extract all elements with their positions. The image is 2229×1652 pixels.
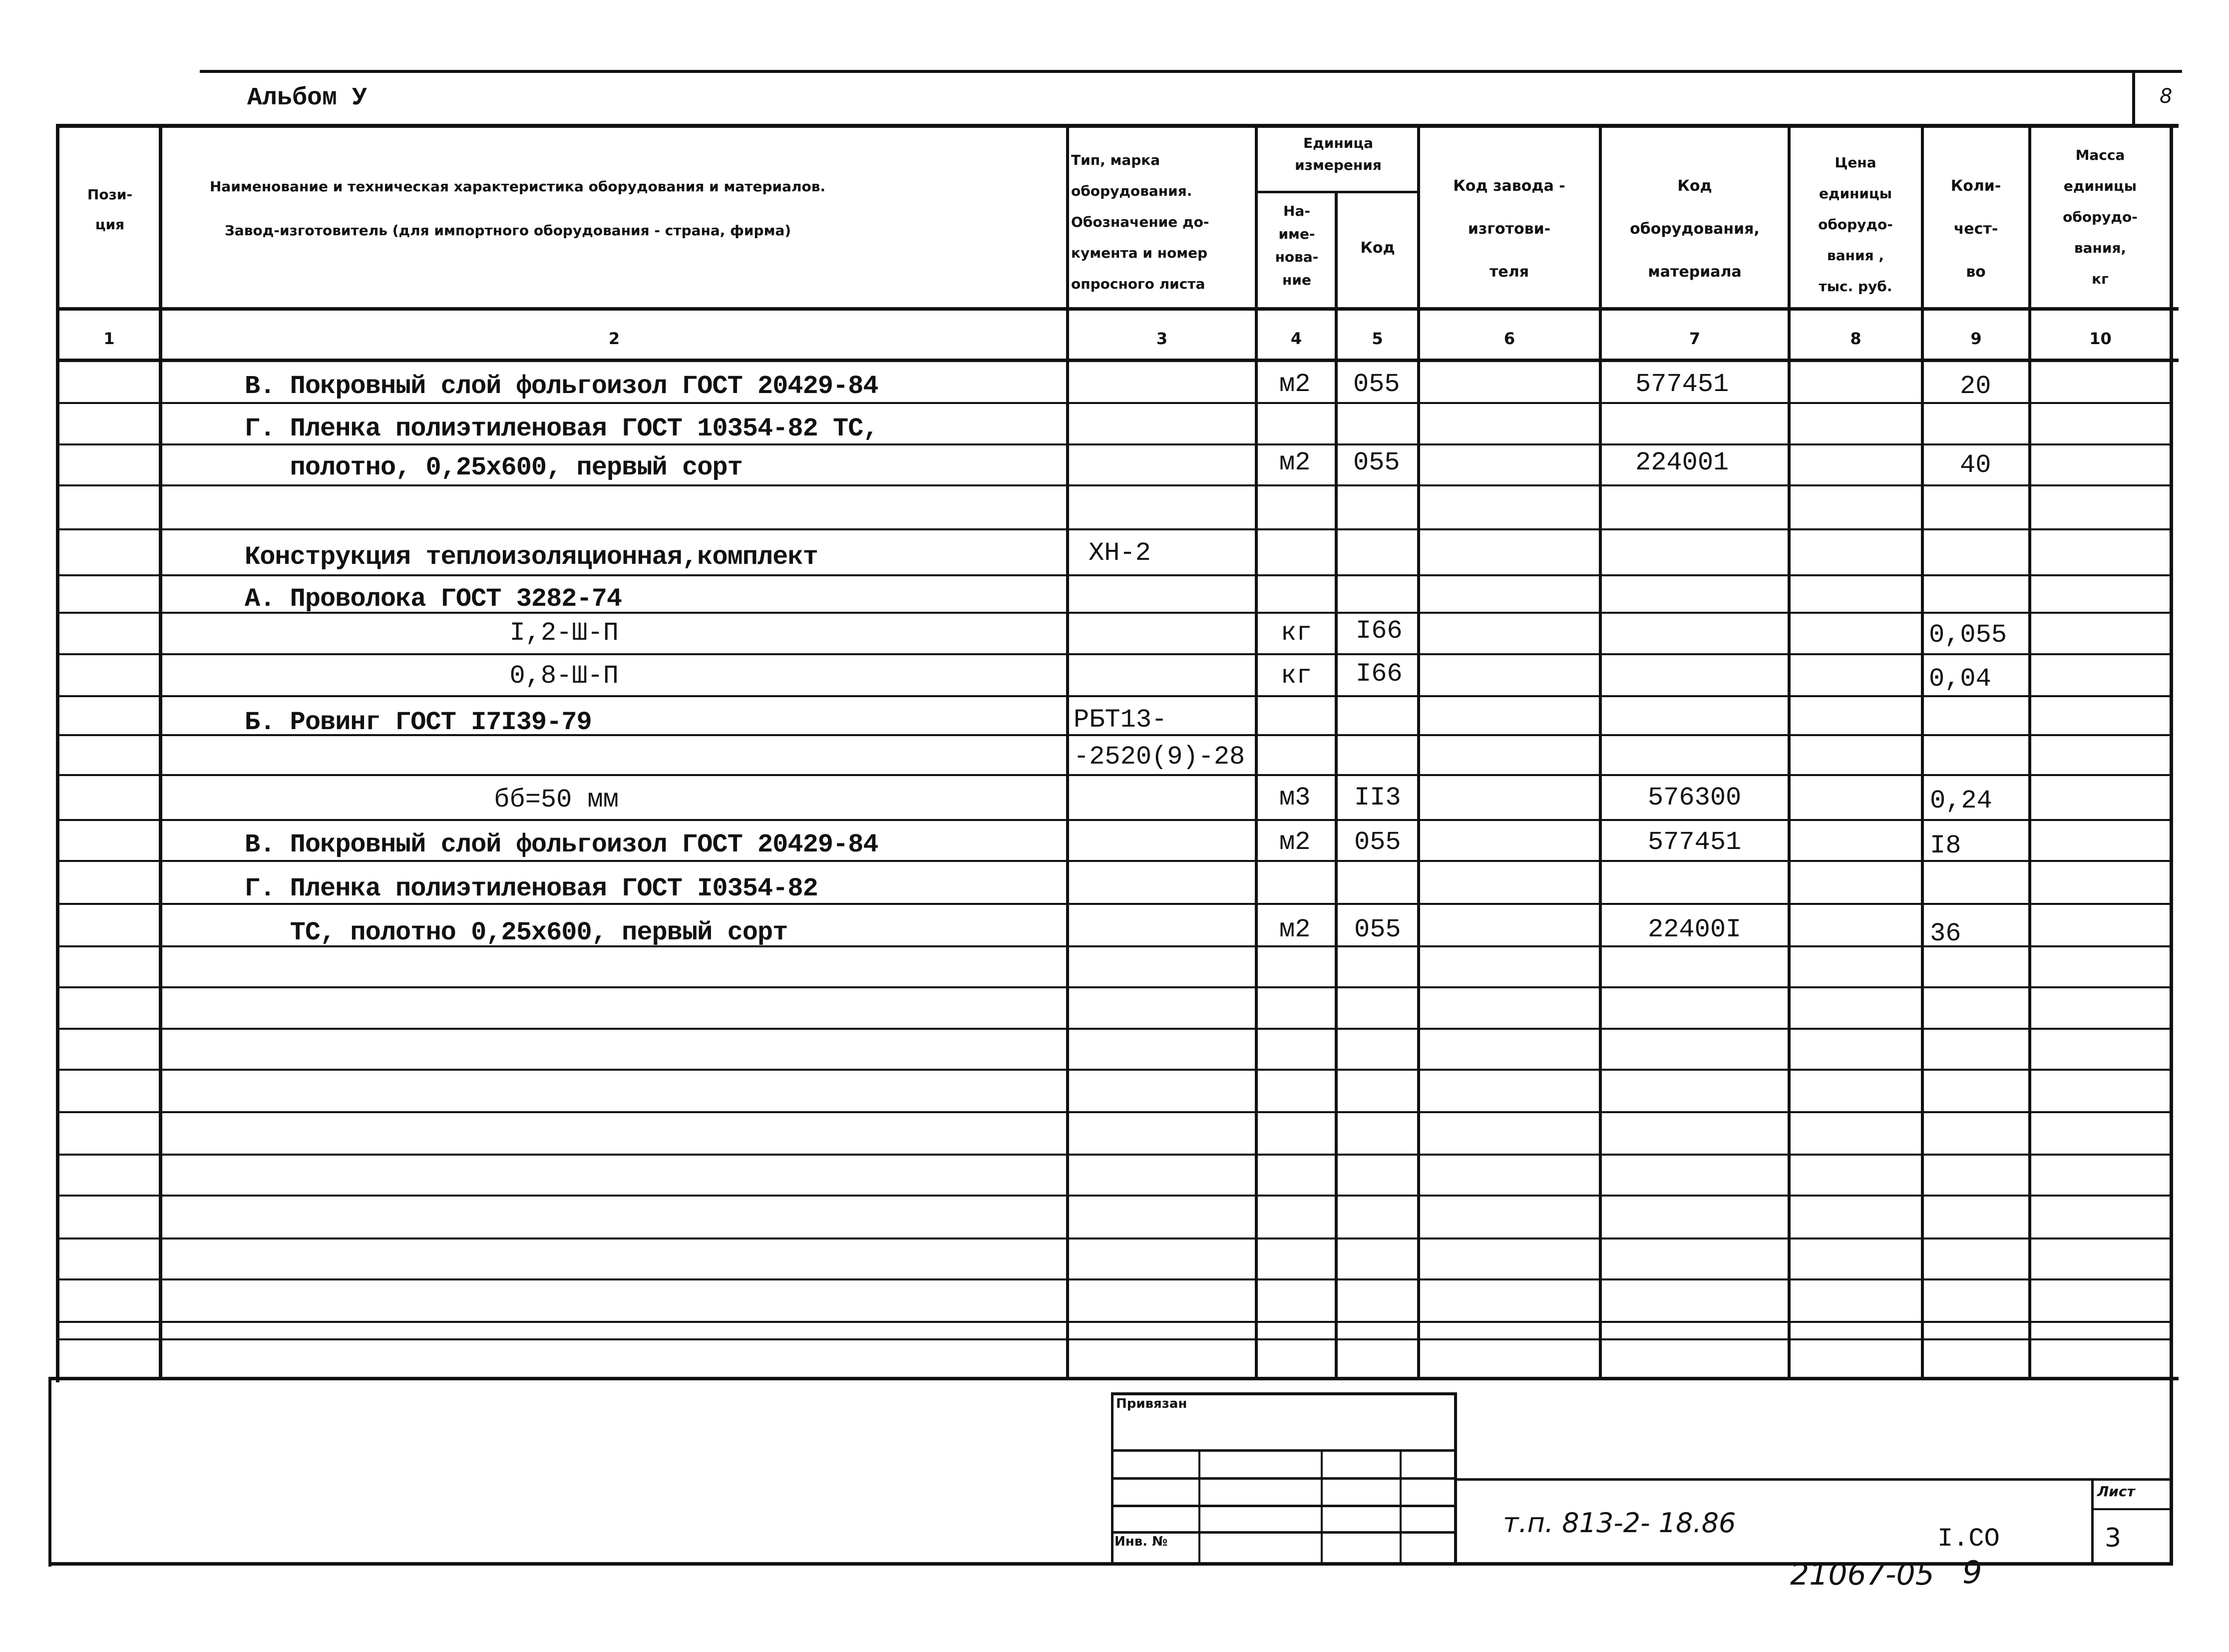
- row-rule: [57, 528, 2172, 530]
- row-12-code: 055: [1354, 827, 1401, 857]
- row-7-qty: 0,055: [1929, 620, 2007, 650]
- colnum-1: 1: [103, 329, 115, 348]
- stamp-row-2: [1111, 1477, 1457, 1480]
- top-rule: [200, 70, 2182, 73]
- row-1-qty: 20: [1960, 372, 1991, 401]
- row-1-material-code: 577451: [1635, 370, 1729, 399]
- row-3-qty: 40: [1960, 450, 1991, 480]
- sheet-box-left: [2091, 1478, 2094, 1566]
- frame-outer-left: [48, 1377, 51, 1567]
- stamp-col-3: [1400, 1450, 1402, 1564]
- colnum-bottom-border: [57, 359, 2179, 362]
- colnum-5: 5: [1372, 329, 1383, 348]
- header-price: Цена единицы оборудо- вания , тыс. руб.: [1818, 154, 1893, 295]
- row-5-type: ХН-2: [1089, 538, 1151, 568]
- stamp-box-top-h: [1111, 1392, 1457, 1395]
- header-name-line2: Завод-изготовитель (для импортного оборудования - страна, фирма): [225, 222, 791, 239]
- row-rule: [57, 986, 2172, 988]
- stamp-sheet-label: Лист: [2097, 1483, 2135, 1500]
- stamp-section: I.CO: [1937, 1524, 2000, 1554]
- archive-number: 21067-05: [1790, 1557, 1934, 1592]
- colnum-8: 8: [1850, 329, 1861, 348]
- row-2-name: Г. Пленка полиэтиленовая ГОСТ 10354-82 ТС,: [245, 414, 878, 443]
- stamp-doc-code: т.п. 813-2- 18.86: [1503, 1507, 1736, 1539]
- stamp-col-2: [1321, 1450, 1323, 1564]
- row-11-qty: 0,24: [1930, 786, 1992, 816]
- stamp-row-1: [1111, 1449, 1457, 1452]
- colnum-3: 3: [1156, 329, 1168, 348]
- row-8-unit: кг: [1281, 661, 1312, 691]
- col-line-7: [1788, 124, 1791, 1380]
- header-quantity: Коли- чест- во: [1950, 177, 2001, 281]
- row-rule: [57, 574, 2172, 576]
- stamp-row-3: [1111, 1505, 1457, 1507]
- row-14-unit: м2: [1279, 915, 1311, 944]
- unit-group-divider: [1258, 191, 1417, 193]
- row-1-unit: м2: [1279, 370, 1311, 399]
- top-right-rule: [2132, 70, 2135, 125]
- row-11-unit: м3: [1279, 783, 1311, 813]
- row-7-name: I,2-Ш-П: [245, 618, 619, 648]
- header-unit-group: Единица измерения: [1295, 135, 1382, 173]
- row-rule: [57, 653, 2172, 655]
- row-11-name: бб=50 мм: [245, 785, 619, 815]
- row-rule: [57, 1278, 2172, 1280]
- row-9-type: РБТ13-: [1074, 705, 1167, 735]
- header-unit-code: Код: [1360, 239, 1395, 257]
- row-rule: [57, 484, 2172, 486]
- row-14-name: ТС, полотно 0,25х600, первый сорт: [245, 918, 788, 947]
- colnum-2: 2: [608, 329, 620, 348]
- row-11-material-code: 576300: [1648, 783, 1742, 813]
- row-9-name: Б. Ровинг ГОСТ I7I39-79: [245, 708, 592, 737]
- archive-sheet: 9: [1962, 1554, 1982, 1591]
- header-type: Тип, марка оборудования. Обозначение до- кумента и номер опросного листа: [1071, 152, 1209, 292]
- row-7-unit: кг: [1281, 618, 1312, 648]
- row-3-name: полотно, 0,25х600, первый сорт: [245, 453, 743, 482]
- col-line-4: [1335, 192, 1338, 1380]
- col-line-8: [1921, 124, 1924, 1380]
- stamp-sheet-number: 3: [2105, 1523, 2122, 1553]
- col-line-5: [1417, 124, 1420, 1380]
- row-6-name: А. Проволока ГОСТ 3282-74: [245, 584, 622, 614]
- stamp-col-1: [1198, 1450, 1200, 1564]
- title-block-top: [1456, 1478, 2171, 1481]
- album-title: Альбом У: [247, 84, 368, 112]
- row-rule: [57, 695, 2172, 697]
- col-line-9: [2028, 124, 2031, 1380]
- row-8-qty: 0,04: [1929, 664, 1991, 694]
- col-line-3: [1255, 124, 1258, 1380]
- row-10-type: -2520(9)-28: [1074, 742, 1245, 772]
- col-line-1: [159, 124, 162, 1380]
- row-8-name: 0,8-Ш-П: [245, 661, 619, 691]
- row-rule: [57, 1238, 2172, 1239]
- row-14-material-code: 22400I: [1648, 915, 1742, 944]
- row-12-unit: м2: [1279, 827, 1311, 857]
- stamp-privyazan: Привязан: [1116, 1396, 1187, 1411]
- colnum-6: 6: [1503, 329, 1515, 348]
- row-14-code: 055: [1354, 915, 1401, 944]
- row-3-code: 055: [1353, 448, 1400, 477]
- row-8-code: I66: [1356, 659, 1403, 689]
- stamp-row-4: [1111, 1531, 1457, 1534]
- header-factory-code: Код завода - изготови- теля: [1453, 177, 1565, 281]
- row-3-unit: м2: [1279, 448, 1311, 477]
- row-rule: [57, 1069, 2172, 1071]
- colnum-10: 10: [2089, 329, 2112, 348]
- col-line-6: [1599, 124, 1602, 1380]
- frame-left-border: [56, 124, 59, 1382]
- header-mass: Масса единицы оборудо- вания, кг: [2063, 147, 2138, 287]
- table-bottom-border: [50, 1377, 2179, 1380]
- row-rule: [57, 1321, 2172, 1323]
- frame-right-border: [2170, 124, 2173, 1566]
- row-7-code: I66: [1356, 616, 1403, 646]
- row-3-material-code: 224001: [1635, 448, 1729, 477]
- sheet-box-divider: [2091, 1508, 2171, 1510]
- row-rule: [57, 1028, 2172, 1030]
- colnum-9: 9: [1970, 329, 1982, 348]
- row-rule: [57, 1195, 2172, 1197]
- header-material-code: Код оборудования, материала: [1630, 177, 1760, 281]
- row-12-name: В. Покровный слой фольгоизол ГОСТ 20429-84: [245, 830, 878, 859]
- row-5-name: Конструкция теплоизоляционная,комплект: [245, 542, 818, 572]
- row-rule: [57, 774, 2172, 776]
- header-position: Пози- ция: [87, 186, 133, 233]
- row-1-name: В. Покровный слой фольгоизол ГОСТ 20429-84: [245, 372, 878, 401]
- row-rule: [57, 1111, 2172, 1113]
- row-12-qty: I8: [1930, 831, 1961, 860]
- row-rule: [57, 1338, 2172, 1340]
- header-bottom-border: [57, 307, 2179, 311]
- row-14-qty: 36: [1930, 919, 1961, 948]
- col-line-2: [1066, 124, 1069, 1380]
- colnum-7: 7: [1689, 329, 1701, 348]
- table-top-border: [57, 124, 2179, 128]
- stamp-inv-no: Инв. №: [1114, 1534, 1168, 1549]
- row-12-material-code: 577451: [1648, 827, 1742, 857]
- corner-page-number: 8: [2160, 85, 2173, 108]
- row-rule: [57, 1154, 2172, 1156]
- row-1-code: 055: [1353, 370, 1400, 399]
- row-rule: [57, 819, 2172, 821]
- header-name-line1: Наименование и техническая характеристика оборудования и материалов.: [210, 178, 826, 195]
- header-unit-name: На- име- нова- ние: [1275, 203, 1319, 288]
- row-13-name: Г. Пленка полиэтиленовая ГОСТ I0354-82: [245, 874, 818, 903]
- colnum-4: 4: [1290, 329, 1302, 348]
- row-11-code: II3: [1354, 783, 1401, 813]
